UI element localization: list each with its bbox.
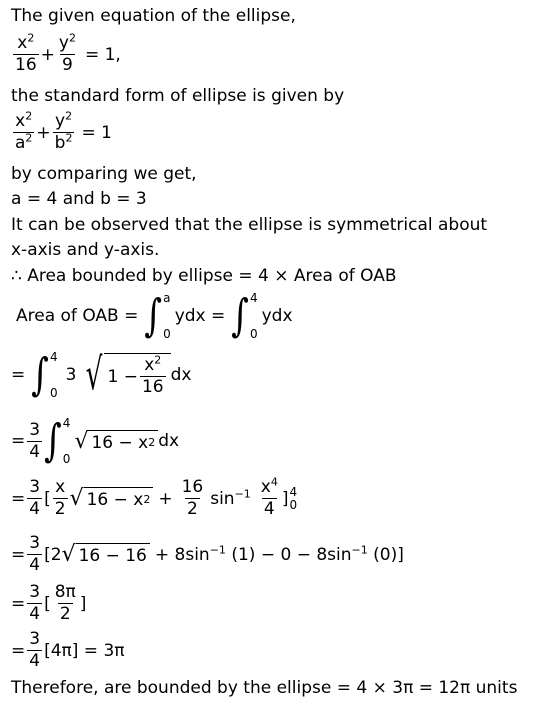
equation-step: = $\frac{3}{4}$ [4π] = 3π [11, 629, 125, 671]
equation-step: = ∫ 4 0 3 √ 1 − $\frac{x^2}{16}$ dx [11, 349, 192, 401]
square-root: √ 16 − x 2 [74, 430, 158, 453]
fraction: $\frac{3}{4}$ [29, 582, 41, 624]
text-line: by comparing we get, [11, 164, 197, 184]
fraction: $\frac{x^4}{4}$ [260, 475, 278, 519]
fraction: $\frac{3}{4}$ [29, 477, 41, 519]
fraction: $\frac{y^2}{b^2}$ [54, 109, 73, 153]
integral-sign: ∫ a 0 [144, 290, 171, 342]
fraction: $\frac{3}{4}$ [29, 533, 41, 575]
text-line: It can be observed that the ellipse is symmetrical about [11, 215, 488, 235]
text-line: a = 4 and b = 3 [11, 189, 147, 209]
square-root: √ 1 − $\frac{x^2}{16}$ [80, 353, 170, 397]
equation-given: $\frac{x^2}{16}$ + $\frac{y^2}{9}$ = 1, [15, 31, 121, 75]
integral-sign: ∫ 4 0 [44, 415, 71, 467]
square-root: √ 16 − 16 [62, 543, 150, 566]
text-line: x-axis and y-axis. [11, 240, 160, 260]
fraction: $\frac{16}{2}$ [181, 477, 204, 519]
text-line: ∴ Area bounded by ellipse = 4 × Area of OAB [11, 266, 397, 286]
fraction: $\frac{8\pi}{2}$ [54, 582, 76, 624]
equation-step: = $\frac{3}{4}$ [2 √ 16 − 16 + $8\sin^{-1}$ $(1) - 0 - 8\sin^{-1}$ (0)] [11, 533, 404, 575]
integral-sign: ∫ 4 0 [31, 349, 58, 401]
text-line: The given equation of the ellipse, [11, 6, 296, 26]
conclusion-line: Therefore, are bounded by the ellipse = 4 × 3π = 12π units [11, 678, 518, 698]
fraction: $\frac{x^2}{16}$ [15, 31, 37, 75]
integral-sign: ∫ 4 0 [231, 290, 258, 342]
equation-step: = $\frac{3}{4}$ ∫ 4 0 √ 16 − x 2 dx [11, 415, 180, 467]
text-line: the standard form of ellipse is given by [11, 86, 345, 106]
fraction: $\frac{y^2}{9}$ [58, 31, 76, 75]
fraction: $\frac{3}{4}$ [29, 419, 41, 462]
fraction: $\frac{3}{4}$ [29, 629, 41, 671]
equation-step: = $\frac{3}{4}$ [ $\frac{x}{2}$ √ 16 − x 2 + $\frac{16}{2}$ $\sin^{-1}$ $\frac{x^4}{4}$ ] 4 0 [11, 475, 298, 519]
equation-standard: $\frac{x^2}{a^2}$ + $\frac{y^2}{b^2}$ = 1 [15, 109, 112, 153]
equation-area-oab: Area of OAB = ∫ a 0 ydx = ∫ 4 0 ydx [16, 290, 293, 342]
fraction: $\frac{x^2}{a^2}$ [15, 109, 33, 153]
equation-step: = $\frac{3}{4}$ [ $\frac{8\pi}{2}$ ] [11, 582, 87, 624]
fraction: $\frac{x}{2}$ [54, 477, 66, 519]
evaluation-limits: 4 0 [289, 484, 298, 512]
square-root: √ 16 − x 2 [70, 487, 154, 510]
